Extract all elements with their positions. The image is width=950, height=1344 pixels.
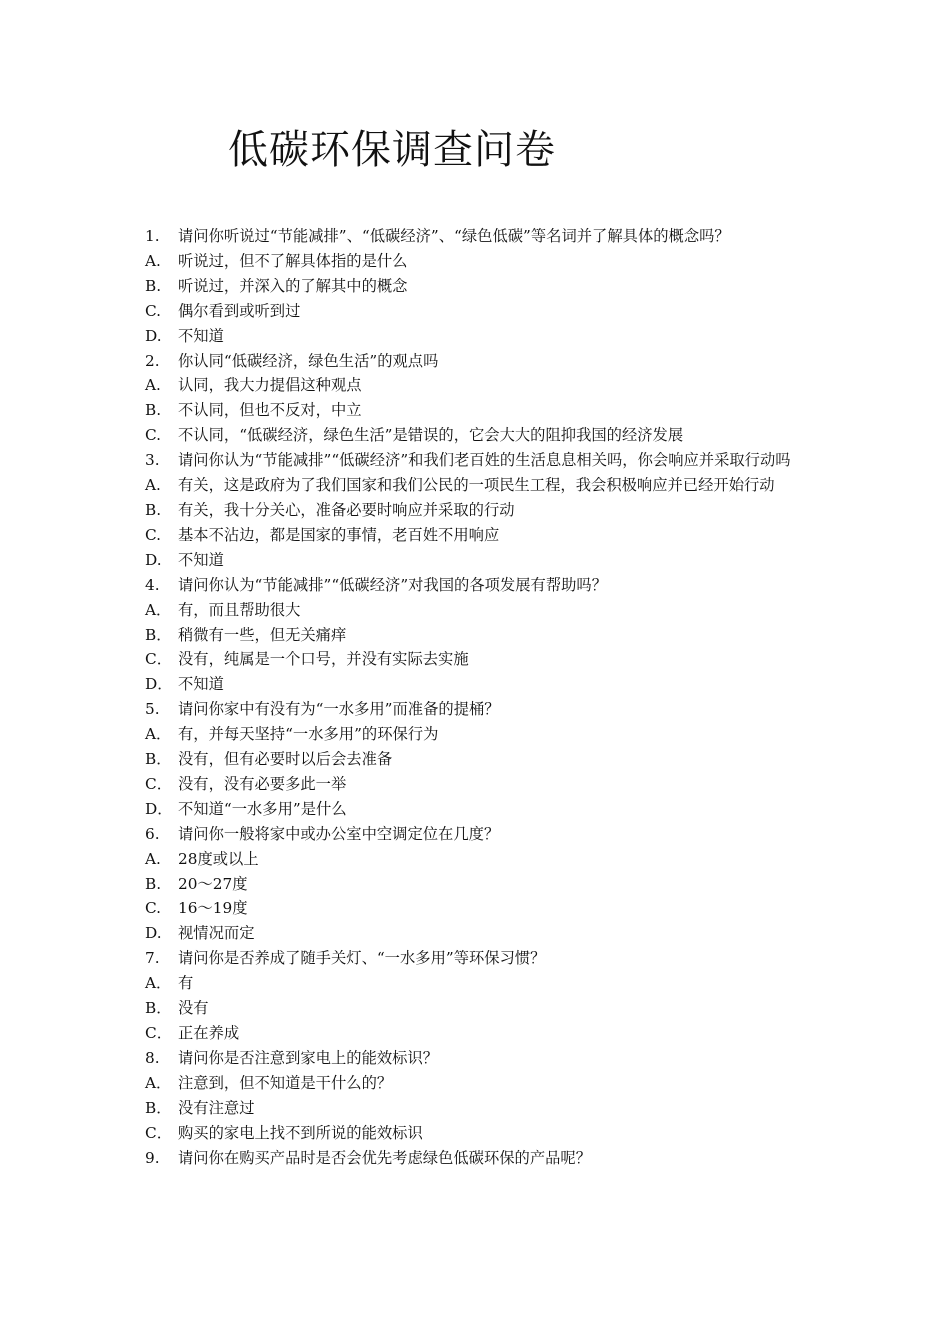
- option-text: 认同，我大力提倡这种观点: [178, 376, 362, 395]
- option-line: [145, 996, 815, 1021]
- option-line: [145, 598, 815, 623]
- option-label: C．: [145, 1024, 173, 1042]
- option-text: 28度或以上: [178, 849, 259, 868]
- option-line: [145, 398, 815, 423]
- option-line: [145, 971, 815, 996]
- option-line: [145, 523, 815, 548]
- option-label: D.: [145, 550, 162, 569]
- option-text: 没有，没有必要多此一举: [178, 774, 347, 793]
- question-line: [145, 573, 815, 598]
- question-text: 请问你听说过“节能减排”、“低碳经济”、“绿色低碳”等名词并了解具体的概念吗？: [178, 227, 730, 245]
- option-line: [145, 473, 815, 498]
- option-label: B.: [145, 874, 162, 893]
- question-number: 9.: [145, 1148, 160, 1167]
- option-line: [145, 324, 815, 349]
- option-line: [145, 548, 815, 573]
- option-label: C.: [145, 426, 162, 445]
- question-text: 你认同“低碳经济，绿色生活”的观点吗: [178, 351, 439, 370]
- option-label: C．: [145, 1123, 173, 1142]
- option-text: 购买的家电上找不到所说的能效标识: [178, 1123, 423, 1142]
- option-label: A．: [145, 974, 172, 993]
- option-line: [145, 872, 815, 897]
- option-line: [145, 423, 815, 448]
- question-number: 2.: [145, 351, 160, 370]
- option-line: [145, 274, 815, 299]
- question-text: 请问你在购买产品时是否会优先考虑绿色低碳环保的产品呢？: [178, 1148, 592, 1167]
- option-label: B.: [145, 500, 162, 519]
- option-text: 16～19度: [178, 899, 248, 918]
- option-line: [145, 1071, 815, 1096]
- document-title: 低碳环保调查问卷: [228, 127, 556, 173]
- option-label: B.: [145, 276, 162, 295]
- option-text: 有关，我十分关心，准备必要时响应并采取的行动: [178, 500, 515, 519]
- question-line: [145, 822, 815, 847]
- option-label: C.: [145, 525, 162, 544]
- option-line: [145, 1021, 815, 1046]
- option-text: 不知道: [178, 675, 224, 694]
- option-text: 没有注意过: [178, 1098, 255, 1117]
- option-label: B．: [145, 750, 172, 769]
- option-line: [145, 896, 815, 921]
- question-text: 请问你认为“节能减排”“低碳经济”对我国的各项发展有帮助吗？: [178, 575, 608, 594]
- question-line: [145, 697, 815, 722]
- option-text: 听说过，并深入的了解其中的概念: [178, 276, 408, 295]
- question-line: [145, 224, 815, 249]
- option-line: [145, 498, 815, 523]
- question-text: 请问你一般将家中或办公室中空调定位在几度？: [178, 824, 500, 843]
- option-line: [145, 672, 815, 697]
- option-label: D．: [145, 799, 173, 818]
- option-text: 有: [178, 974, 194, 993]
- option-label: A．: [145, 1073, 172, 1092]
- option-label: C．: [145, 774, 173, 793]
- option-line: [145, 299, 815, 324]
- question-number: 4.: [145, 575, 160, 594]
- option-text: 不认同，但也不反对，中立: [178, 401, 362, 420]
- question-number: 7.: [145, 949, 160, 968]
- question-text: 请问你是否养成了随手关灯、“一水多用”等环保习惯？: [178, 949, 546, 968]
- question-number: 5.: [145, 700, 160, 719]
- option-text: 20～27度: [178, 874, 248, 893]
- option-line: [145, 797, 815, 822]
- option-line: [145, 249, 815, 274]
- option-label: A.: [145, 251, 161, 270]
- option-text: 有，并每天坚持“一水多用”的环保行为: [178, 725, 439, 744]
- option-text: 注意到，但不知道是干什么的？: [178, 1073, 393, 1092]
- option-label: B．: [145, 625, 172, 644]
- question-number: 1.: [145, 227, 160, 245]
- option-label: D.: [145, 326, 162, 345]
- option-text: 有关，这是政府为了我们国家和我们公民的一项民生工程，我会积极响应并已经开始行动: [178, 476, 775, 495]
- option-line: [145, 847, 815, 872]
- option-label: C.: [145, 301, 162, 320]
- question-line: [145, 946, 815, 971]
- option-label: A.: [145, 849, 161, 868]
- question-text: 请问你家中有没有为“一水多用”而准备的提桶？: [178, 700, 500, 719]
- option-text: 视情况而定: [178, 924, 255, 943]
- question-line: [145, 1146, 815, 1171]
- option-text: 偶尔看到或听到过: [178, 301, 301, 320]
- option-line: [145, 647, 815, 672]
- option-label: C.: [145, 899, 162, 918]
- question-text: 请问你是否注意到家电上的能效标识？: [178, 1048, 439, 1067]
- option-line: [145, 623, 815, 648]
- question-line: [145, 349, 815, 374]
- option-line: [145, 747, 815, 772]
- question-number: 8.: [145, 1048, 160, 1067]
- question-line: [145, 1046, 815, 1071]
- option-label: B.: [145, 401, 162, 420]
- option-text: 不知道: [178, 326, 224, 345]
- option-text: 不认同，“低碳经济，绿色生活”是错误的，它会大大的阻抑我国的经济发展: [178, 426, 684, 445]
- option-text: 稍微有一些，但无关痛痒: [178, 625, 347, 644]
- option-text: 有，而且帮助很大: [178, 600, 301, 619]
- option-text: 没有，但有必要时以后会去准备: [178, 750, 393, 769]
- option-line: [145, 373, 815, 398]
- option-line: [145, 921, 815, 946]
- option-text: 没有，纯属是一个口号，并没有实际去实施: [178, 650, 469, 669]
- option-text: 没有: [178, 999, 209, 1018]
- option-line: [145, 772, 815, 797]
- option-label: D.: [145, 924, 162, 943]
- question-number: 3.: [145, 451, 160, 470]
- questionnaire-body: [145, 224, 815, 1170]
- option-label: C．: [145, 650, 173, 669]
- question-line: [145, 448, 815, 473]
- option-text: 不知道: [178, 550, 224, 569]
- option-label: A.: [145, 476, 161, 495]
- option-line: [145, 1121, 815, 1146]
- option-line: [145, 722, 815, 747]
- question-text: 请问你认为“节能减排”“低碳经济”和我们老百姓的生活息息相关吗，你会响应并采取行动吗: [178, 451, 791, 470]
- option-label: D．: [145, 675, 173, 694]
- option-text: 基本不沾边，都是国家的事情，老百姓不用响应: [178, 525, 500, 544]
- option-text: 不知道“一水多用”是什么: [178, 799, 347, 818]
- option-label: B．: [145, 1098, 172, 1117]
- option-label: A.: [145, 376, 161, 395]
- option-text: 听说过，但不了解具体指的是什么: [178, 251, 408, 270]
- option-label: A．: [145, 725, 172, 744]
- option-line: [145, 1096, 815, 1121]
- option-text: 正在养成: [178, 1024, 240, 1042]
- option-label: B．: [145, 999, 172, 1018]
- option-label: A．: [145, 600, 172, 619]
- question-number: 6.: [145, 824, 160, 843]
